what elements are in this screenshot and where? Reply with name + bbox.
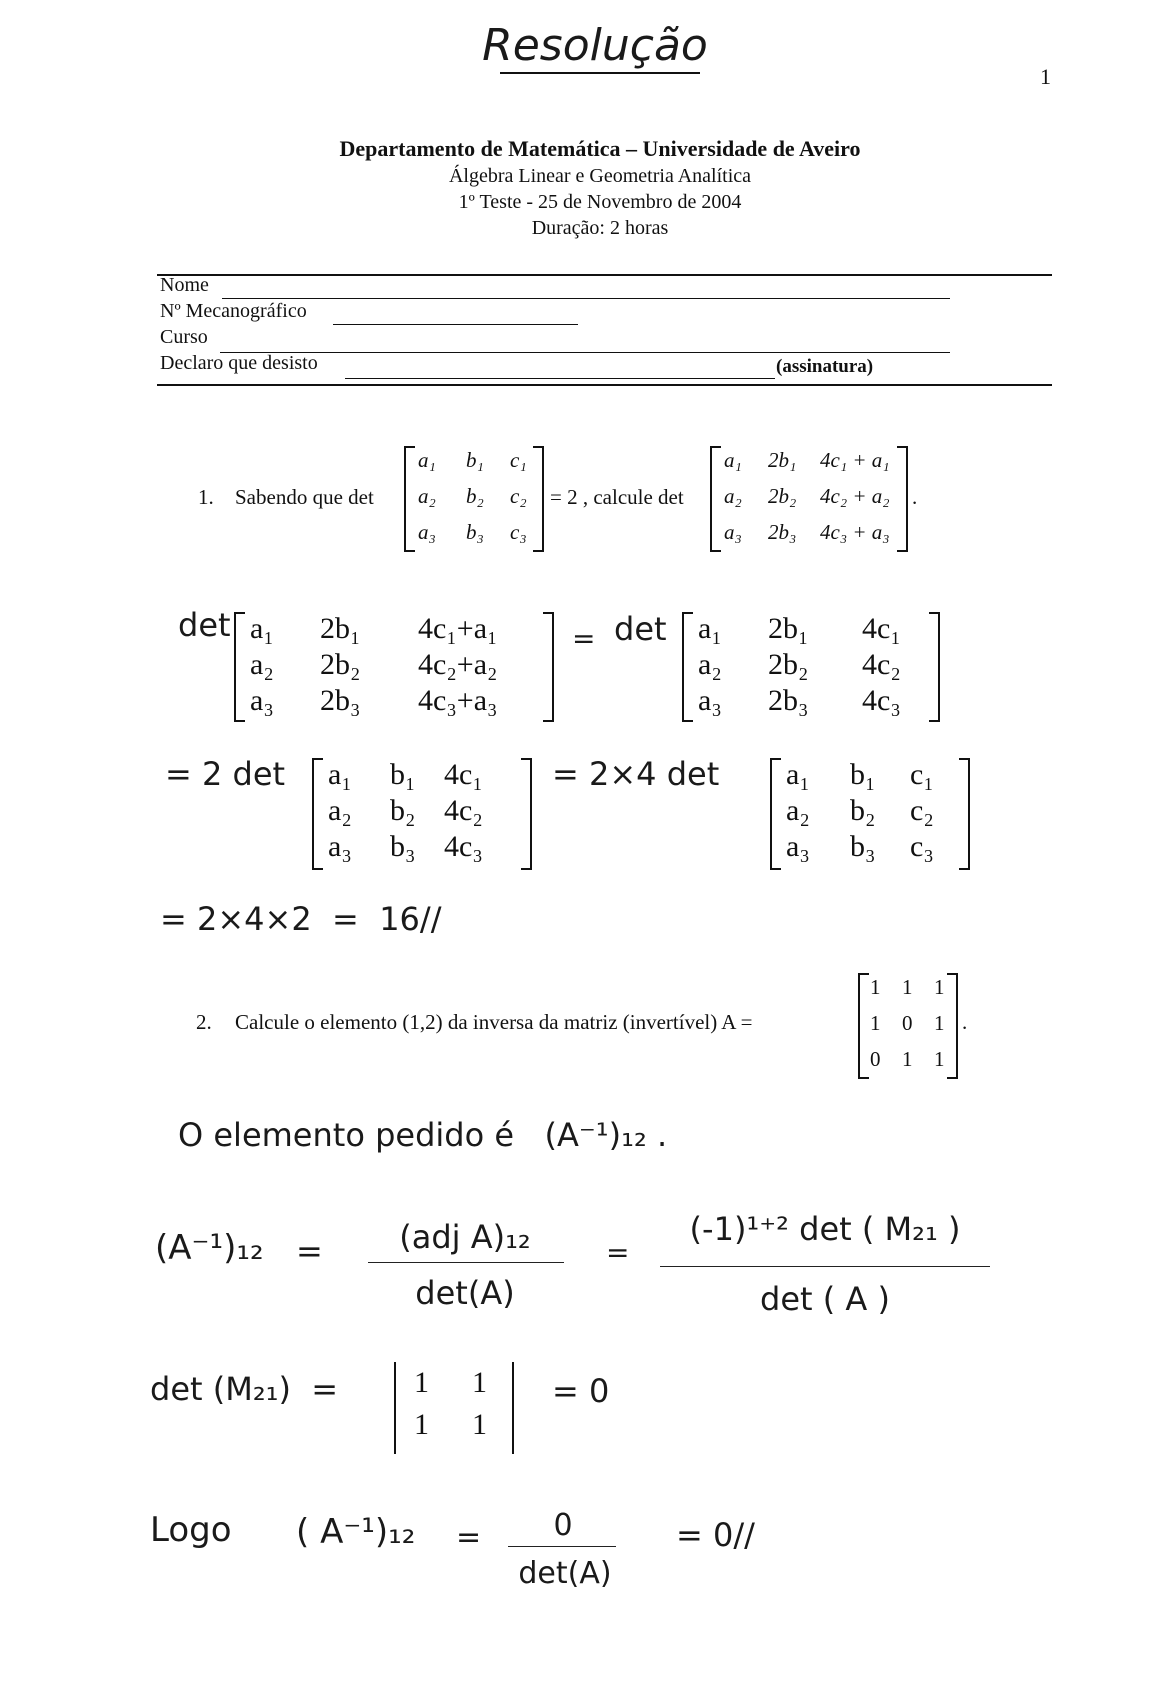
matrix-cell: 1 (934, 1011, 945, 1035)
form-bottom-rule (157, 384, 1052, 386)
matrix-cell: 4c₁ + a₁ (820, 448, 890, 472)
matrix-cell: 4c₃ (444, 830, 483, 863)
title-underline (500, 72, 700, 74)
matrix-cell: b₁ (850, 758, 876, 791)
handwritten-title: Resolução (482, 20, 708, 71)
matrix-cell: a₃ (698, 684, 722, 717)
matrix-cell: 1 (902, 1047, 913, 1071)
matrix-cell: 4c₂ (862, 648, 901, 681)
name-label: Nome (160, 274, 209, 296)
matrix-cell: a₁ (698, 612, 722, 645)
sol1-matrix-3 (312, 758, 532, 870)
sol1-line2-prefix: = 2 det (165, 755, 286, 793)
course-field[interactable] (220, 352, 950, 353)
sol1-matrix-1 (234, 612, 554, 722)
withdraw-label: Declaro que desisto (160, 352, 318, 374)
exam-date: 1º Teste - 25 de Novembro de 2004 (458, 191, 742, 213)
matrix-cell: 1 (414, 1408, 429, 1441)
sol2-eq-2: = (606, 1236, 630, 1269)
course-title: Álgebra Linear e Geometria Analítica (448, 165, 752, 187)
sol1-matrix-4 (770, 758, 970, 870)
matrix-cell: b₃ (850, 830, 876, 863)
q1-matrix-asked (710, 446, 908, 552)
matrix-cell: c₁ (910, 758, 934, 791)
sol2-logo-bar (508, 1546, 616, 1547)
matrix-cell: 4c₃ (862, 684, 901, 717)
matrix-cell: 4c₃ + a₃ (820, 520, 890, 544)
q2-matrix (858, 973, 958, 1079)
matrix-cell: 2b₂ (768, 484, 797, 508)
q1-end: . (912, 485, 918, 509)
page-number: 1 (1040, 64, 1051, 89)
sol2-eq-1: = (296, 1232, 323, 1270)
sol2-det-m21: det (M₂₁) = (150, 1370, 339, 1408)
matrix-cell: b₁ (466, 448, 484, 472)
name-field[interactable] (222, 298, 950, 299)
matrix-cell: 2b₃ (320, 684, 361, 717)
matrix-cell: 4c₂ + a₂ (820, 484, 890, 508)
number-label: Nº Mecanográfico (160, 300, 307, 322)
sol1-result: = 2×4×2 = 16// (160, 900, 442, 938)
matrix-cell: 2b₁ (768, 448, 797, 472)
matrix-cell: 1 (414, 1366, 429, 1399)
sol2-frac1-den: det(A) (415, 1274, 515, 1312)
matrix-cell: a₂ (250, 648, 274, 681)
sol2-logo: Logo (150, 1510, 232, 1550)
sol2-lhs: (A⁻¹)₁₂ (155, 1228, 264, 1268)
q1-matrix-given (404, 446, 544, 552)
matrix-cell: a₁ (418, 448, 436, 472)
q2-end: . (962, 1010, 968, 1034)
matrix-cell: b₃ (390, 830, 416, 863)
matrix-cell: b₂ (466, 484, 484, 508)
matrix-cell: 1 (902, 975, 913, 999)
matrix-cell: c₃ (910, 830, 934, 863)
exam-duration: Duração: 2 horas (531, 217, 669, 239)
sol2-line1: O elemento pedido é (A⁻¹)₁₂ . (178, 1116, 668, 1154)
exam-header (250, 135, 950, 241)
matrix-cell: a₁ (724, 448, 742, 472)
sol2-logo-num: 0 (553, 1508, 573, 1543)
matrix-cell: a₁ (250, 612, 274, 645)
matrix-cell: 2b₂ (320, 648, 361, 681)
signature-field[interactable] (345, 378, 775, 379)
sol2-frac1-num: (adj A)₁₂ (399, 1218, 531, 1256)
matrix-cell: 2b₂ (768, 648, 809, 681)
matrix-cell: 2b₃ (768, 684, 809, 717)
matrix-cell: b₁ (390, 758, 416, 791)
matrix-cell: a₂ (724, 484, 742, 508)
course-label: Curso (160, 326, 208, 348)
sol2-matrix-m21 (394, 1362, 514, 1454)
sol2-frac2-den: det ( A ) (760, 1280, 890, 1318)
matrix-cell: 2b₃ (768, 520, 797, 544)
matrix-cell: 4c₃+a₃ (418, 684, 498, 717)
matrix-cell: c₁ (510, 448, 527, 472)
matrix-cell: 4c₂+a₂ (418, 648, 498, 681)
sol2-frac1-bar (368, 1262, 564, 1263)
matrix-cell: a₂ (698, 648, 722, 681)
matrix-cell: a₃ (250, 684, 274, 717)
sol2-eq-3: = (456, 1520, 482, 1555)
signature-label: (assinatura) (776, 356, 874, 377)
q2-text: Calcule o elemento (1,2) da inversa da matriz (invertível) A = (235, 1010, 753, 1034)
matrix-cell: c₂ (910, 794, 934, 827)
sol2-logo-lhs: ( A⁻¹)₁₂ (296, 1512, 416, 1552)
matrix-cell: 1 (934, 975, 945, 999)
matrix-cell: a₁ (328, 758, 352, 791)
matrix-cell: 2b₁ (320, 612, 361, 645)
matrix-cell: 4c₂ (444, 794, 483, 827)
matrix-cell: c₂ (510, 484, 527, 508)
matrix-cell: 2b₁ (768, 612, 809, 645)
sol1-matrix-2 (682, 612, 940, 722)
matrix-cell: 1 (472, 1408, 487, 1441)
form-top-rule (157, 274, 1052, 276)
matrix-cell: a₂ (328, 794, 352, 827)
matrix-cell: a₃ (724, 520, 742, 544)
q1-number: 1. (198, 485, 214, 509)
matrix-cell: 0 (870, 1047, 881, 1071)
matrix-cell: c₃ (510, 520, 527, 544)
matrix-cell: 0 (902, 1011, 913, 1035)
sol1-det-2: det (614, 610, 667, 648)
q1-text-b: = 2 , calcule det (550, 485, 684, 509)
sol2-logo-den: det(A) (518, 1556, 612, 1591)
sol2-logo-result: = 0// (676, 1516, 755, 1554)
sol2-frac2-bar (660, 1266, 990, 1267)
matrix-cell: a₃ (418, 520, 436, 544)
sol2-frac2-num: (-1)¹⁺² det ( M₂₁ ) (689, 1210, 961, 1248)
sol2-det-result: = 0 (552, 1372, 610, 1410)
number-field[interactable] (333, 324, 578, 325)
matrix-cell: 1 (870, 975, 881, 999)
matrix-cell: a₂ (786, 794, 810, 827)
sol1-line2-mid: = 2×4 det (552, 755, 720, 793)
matrix-cell: a₃ (328, 830, 352, 863)
matrix-cell: 4c₁ (444, 758, 483, 791)
matrix-cell: a₂ (418, 484, 436, 508)
matrix-cell: 4c₁+a₁ (418, 612, 498, 645)
matrix-cell: b₂ (850, 794, 876, 827)
q1-text-a: Sabendo que det (235, 485, 374, 509)
institution: Departamento de Matemática – Universidade de Aveiro (339, 136, 861, 161)
matrix-cell: 1 (472, 1366, 487, 1399)
matrix-cell: 1 (870, 1011, 881, 1035)
matrix-cell: b₃ (466, 520, 484, 544)
matrix-cell: 4c₁ (862, 612, 901, 645)
sol1-eq-1: = (572, 622, 596, 655)
matrix-cell: a₃ (786, 830, 810, 863)
matrix-cell: a₁ (786, 758, 810, 791)
matrix-cell: 1 (934, 1047, 945, 1071)
sol1-det-1: det (178, 606, 231, 644)
matrix-cell: b₂ (390, 794, 416, 827)
q2-number: 2. (196, 1010, 212, 1034)
